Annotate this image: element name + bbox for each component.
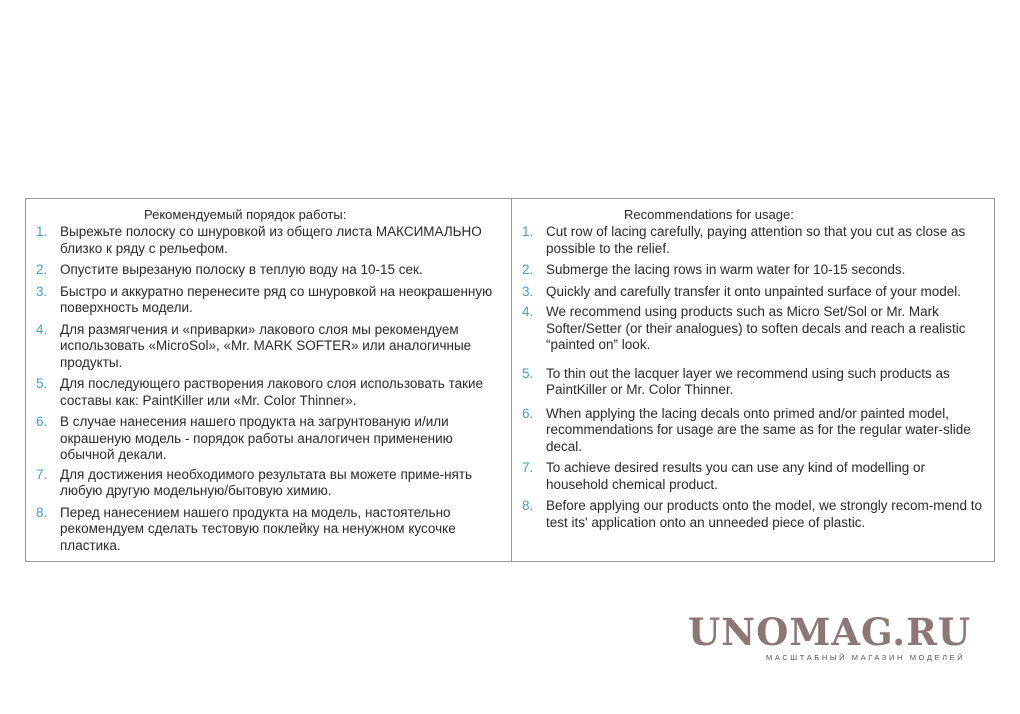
step-text: В случае нанесения нашего продукта на загрунтованую и/или окрашеную модель - порядок работы аналогичен применению обычной декали.: [60, 414, 453, 462]
russian-step: [36, 262, 501, 279]
step-text: Quickly and carefully transfer it onto unpainted surface of your model.: [546, 283, 961, 299]
english-step: [522, 284, 984, 301]
step-number: 8.: [36, 504, 48, 520]
instructions-table: [25, 198, 995, 562]
step-text: Cut row of lacing carefully, paying attention so that you cut as close as possible to the relief.: [546, 224, 966, 256]
step-number: 3.: [36, 283, 48, 299]
step-text: Для достижения необходимого результата вы можете приме-нять любую другую модельную/бытовую химию.: [60, 466, 473, 498]
step-text: Вырежьте полоску со шнуровкой из общего листа МАКСИМАЛЬНО близко к ряду с рельефом.: [60, 224, 482, 256]
english-step: [522, 498, 984, 531]
step-number: 7.: [36, 466, 48, 482]
step-text: Опустите вырезаную полоску в теплую воду на 10-15 сек.: [60, 262, 423, 277]
step-number: 5.: [36, 376, 48, 391]
english-heading: Recommendations for usage:: [624, 207, 794, 222]
step-number: 1.: [36, 224, 48, 239]
step-number: 8.: [522, 498, 534, 513]
step-text: Для размягчения и «приварки» лакового слоя мы рекомендуем использовать «MicroSol», «Mr. MARK SOFTER» или аналогичные продукты.: [60, 321, 472, 370]
step-number: 2.: [36, 262, 48, 277]
step-text: Before applying our products onto the model, we strongly recom-mend to test its' application onto an unneeded piece of plastic.: [546, 498, 982, 530]
english-step: [522, 262, 984, 279]
russian-step: [36, 505, 501, 555]
english-instructions-column: [512, 199, 994, 561]
english-step: [522, 224, 984, 257]
russian-step: [36, 224, 501, 257]
russian-step: [36, 322, 501, 372]
step-text: Быстро и аккуратно перенесите ряд со шнуровкой на неокрашенную поверхность модели.: [60, 283, 493, 315]
step-text: To thin out the lacquer layer we recommend using such products as PaintKiller or Mr. Color Thinner.: [546, 365, 950, 397]
watermark-name: UNOMAG.RU: [688, 610, 972, 654]
step-number: 6.: [522, 405, 534, 421]
step-number: 3.: [522, 283, 534, 299]
step-number: 4.: [522, 304, 534, 319]
russian-heading: Рекомендуемый порядок работы:: [144, 207, 347, 222]
step-text: Для последующего растворения лакового слоя использовать такие составы как: PaintKiller или «Mr. Color Thinner».: [60, 376, 484, 408]
step-text: When applying the lacing decals onto primed and/or painted model, recommendations for usage are the same as for the regular water-slide decal.: [546, 405, 971, 454]
step-text: Перед нанесением нашего продукта на модель, настоятельно рекомендуем сделать тестовую поклейку на ненужном кусочке пластика.: [60, 504, 456, 553]
russian-step: [36, 467, 501, 500]
step-text: Submerge the lacing rows in warm water for 10-15 seconds.: [546, 262, 906, 277]
russian-instructions-column: [26, 199, 512, 561]
english-step: [522, 366, 984, 399]
watermark-tagline: МАСШТАБНЫЙ МАГАЗИН МОДЕЛЕЙ: [766, 653, 966, 662]
step-number: 2.: [522, 262, 534, 277]
step-number: 5.: [522, 365, 534, 381]
step-number: 1.: [522, 224, 534, 239]
russian-step: [36, 414, 501, 464]
russian-steps-list: [36, 224, 501, 554]
english-step: [522, 460, 984, 493]
unomag-watermark-logo: [688, 612, 978, 662]
step-text: We recommend using products such as Micro Set/Sol or Mr. Mark Softer/Setter (or their analogues) to soften decals and reach a realistic “painted on” look.: [546, 304, 966, 352]
step-number: 4.: [36, 321, 48, 337]
russian-step: [36, 284, 501, 317]
step-text: To achieve desired results you can use any kind of modelling or household chemical product.: [546, 460, 925, 492]
step-number: 6.: [36, 414, 48, 429]
english-step: [522, 406, 984, 456]
english-steps-list: [522, 224, 984, 531]
russian-step: [36, 376, 501, 409]
english-step: [522, 304, 984, 354]
step-number: 7.: [522, 460, 534, 475]
